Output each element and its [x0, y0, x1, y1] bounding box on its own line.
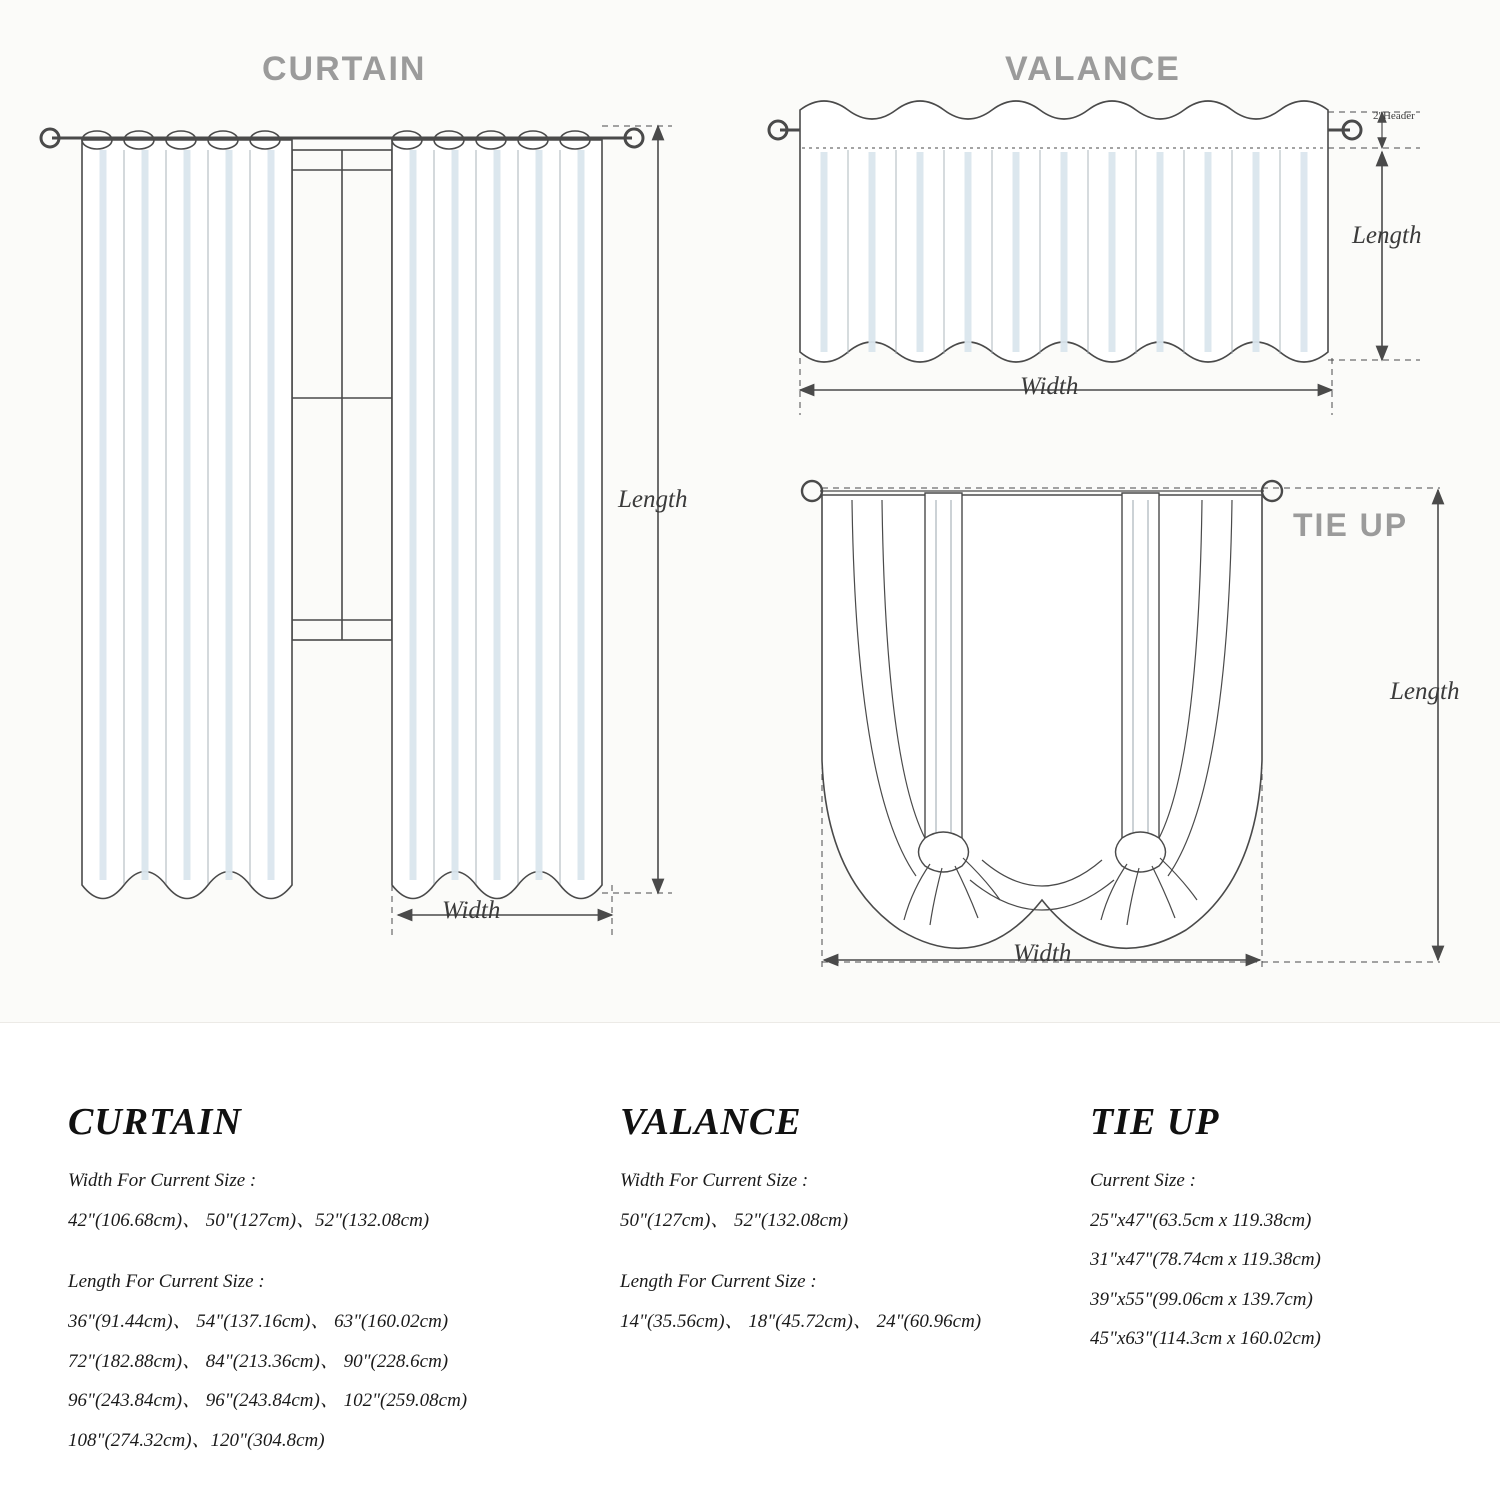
curtain-illustration: [41, 126, 672, 940]
spec-column-curtain: [68, 1100, 588, 1465]
curtain-length-values-2: 72"(182.88cm)、 84"(213.36cm)、 90"(228.6cm): [68, 1350, 449, 1372]
spec-column-tie-up: [1090, 1100, 1480, 1364]
valance-width-heading: Width For Current Size :: [620, 1170, 809, 1191]
curtain-length-label: Length: [618, 486, 688, 513]
tie-up-diagram-title: TIE UP: [1293, 507, 1409, 543]
valance-diagram-title: VALANCE: [1005, 50, 1181, 88]
tie-up-size-value-1: 25"x47"(63.5cm x 119.38cm): [1090, 1210, 1312, 1231]
valance-width-values: 50"(127cm)、 52"(132.08cm): [620, 1210, 849, 1231]
tie-up-size-value-4: 45"x63"(114.3cm x 160.02cm): [1090, 1328, 1321, 1350]
tie-up-illustration: [802, 481, 1440, 968]
valance-length-label: Length: [1352, 222, 1422, 249]
curtain-length-values-3: 96"(243.84cm)、 96"(243.84cm)、 102"(259.08cm): [68, 1390, 468, 1412]
tie-up-size-value-3: 39"x55"(99.06cm x 139.7cm): [1090, 1288, 1313, 1310]
tie-up-size-value-2: 31"x47"(78.74cm x 119.38cm): [1090, 1249, 1321, 1271]
valance-width-label: Width: [1020, 373, 1079, 400]
tie-up-width-label: Width: [1013, 940, 1072, 967]
valance-length-heading: Length For Current Size :: [620, 1271, 817, 1293]
curtain-length-values-1: 36"(91.44cm)、 54"(137.16cm)、 63"(160.02cm): [68, 1311, 449, 1333]
spec-title-valance: VALANCE: [620, 1101, 802, 1143]
curtain-width-label: Width: [442, 897, 501, 924]
curtain-width-heading: Width For Current Size :: [68, 1170, 257, 1191]
spec-title-curtain: CURTAIN: [68, 1101, 242, 1143]
curtain-diagram-title: CURTAIN: [262, 50, 427, 88]
tie-up-length-label: Length: [1390, 678, 1460, 705]
valance-length-values: 14"(35.56cm)、 18"(45.72cm)、 24"(60.96cm): [620, 1311, 982, 1333]
curtain-width-values: 42"(106.68cm)、 50"(127cm)、52"(132.08cm): [68, 1210, 430, 1231]
valance-illustration: [769, 101, 1420, 415]
spec-column-valance: [620, 1100, 1060, 1347]
spec-title-tie-up: TIE UP: [1090, 1101, 1220, 1143]
tie-up-size-heading: Current Size :: [1090, 1170, 1196, 1191]
curtain-length-values-4: 108"(274.32cm)、120"(304.8cm): [68, 1429, 325, 1451]
valance-header-label: 2"Header: [1373, 110, 1415, 122]
curtain-length-heading: Length For Current Size :: [68, 1271, 265, 1293]
